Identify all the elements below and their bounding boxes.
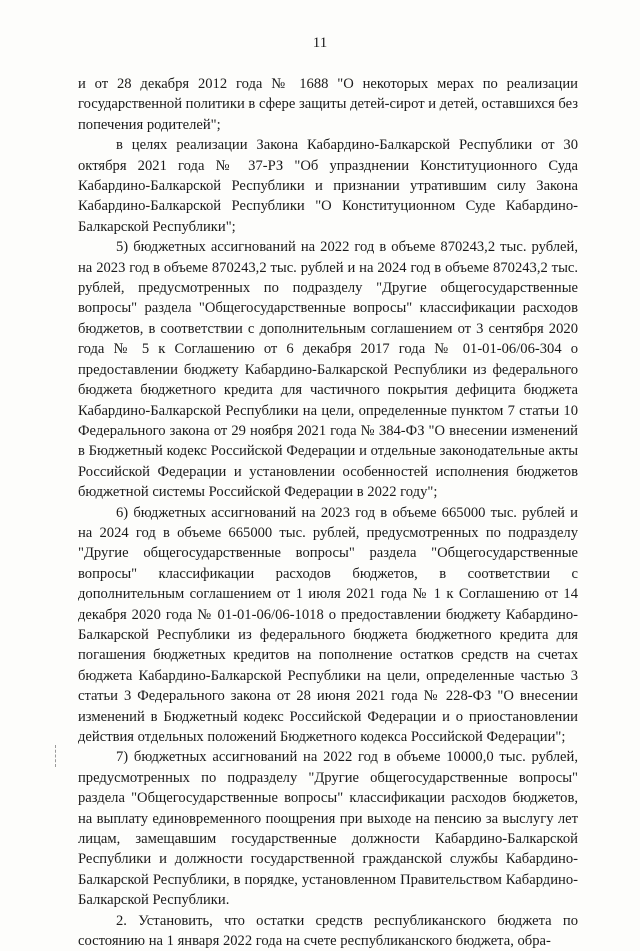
paragraph-section-2: 2. Установить, что остатки средств республиканского бюджета по состоянию на 1 января 2022 года на счете республиканского бюджета, обра- — [78, 912, 578, 950]
paragraph-item-7: 7) бюджетных ассигнований на 2022 год в объеме 10000,0 тыс. рублей, предусмотренных по подразделу "Другие общегосударственные вопросы" раздела "Общегосударственные вопросы" классификации расходов бюджетов, на выплату единовременного поощрения при выходе на пенсию за выслугу лет лицам, замещавшим государственные должности Кабардино-Балкарской Республики и должности государственной гражданской службы Кабардино-Балкарской Республики, в порядке, установленном Правительством Кабардино-Балкарской Республики. — [78, 749, 578, 909]
paragraph-continuation: и от 28 декабря 2012 года № 1688 "О некоторых мерах по реализации государственной политики в сфере защиты детей-сирот и детей, оставшихся без попечения родителей"; — [78, 76, 579, 133]
paragraph-item-5: 5) бюджетных ассигнований на 2022 год в объеме 870243,2 тыс. рублей, на 2023 год в объеме 870243,2 тыс. рублей и на 2024 год в объеме 870243,2 тыс. рублей, предусмотренных по подразделу "Другие общегосударственные вопросы" раздела "Общегосударственные вопросы" классификации расходов бюджетов, в соответствии с дополнительным соглашением от 3 сентября 2020 года № 5 к Соглашению от 6 декабря 2017 года № 01-01-06/06-304 о предоставлении бюджету Кабардино-Балкарской Республики из федерального бюджета бюджетного кредита для частичного покрытия дефицита бюджета Кабардино-Балкарской Республики на цели, определенные пунктом 7 статьи 10 Федерального закона от 29 ноября 2021 года № 384-ФЗ "О внесении изменений в Бюджетный кодекс Российской Федерации и отдельные законодательные акты Российской Федерации и установлении особенностей исполнения бюджетов бюджетной системы Российской Федерации в 2022 году"; — [78, 239, 578, 501]
binding-margin-mark — [55, 745, 58, 767]
paragraph-purpose: в целях реализации Закона Кабардино-Балкарской Республики от 30 октября 2021 года № 37-РЗ "Об упразднении Конституционного Суда Кабардино-Балкарской Республики и признании утратившим силу Закона Кабардино-Балкарской Республики "О Конституционном Суде Кабардино-Балкарской Республики"; — [78, 137, 578, 235]
page-number: 11 — [312, 35, 328, 51]
paragraph-item-6: 6) бюджетных ассигнований на 2023 год в объеме 665000 тыс. рублей и на 2024 год в объеме 665000 тыс. рублей, предусмотренных по подразделу "Другие общегосударственные вопросы" раздела "Общегосударственные вопросы" классификации расходов бюджетов, в соответствии с дополнительным соглашением от 1 июля 2021 года № 1 к Соглашению от 14 декабря 2020 года № 01-01-06/06-1018 о предоставлении бюджету Кабардино-Балкарской Республики из федерального бюджета бюджетного кредита для погашения бюджетных кредитов на пополнение остатков средств на счетах бюджета Кабардино-Балкарской Республики на цели, определенные частью 3 статьи 3 Федерального закона от 28 июня 2021 года № 228-ФЗ "О внесении изменений в Бюджетный кодекс Российской Федерации и о приостановлении действия отдельных положений Бюджетного кодекса Российской Федерации"; — [78, 504, 578, 745]
document-body — [78, 74, 578, 951]
